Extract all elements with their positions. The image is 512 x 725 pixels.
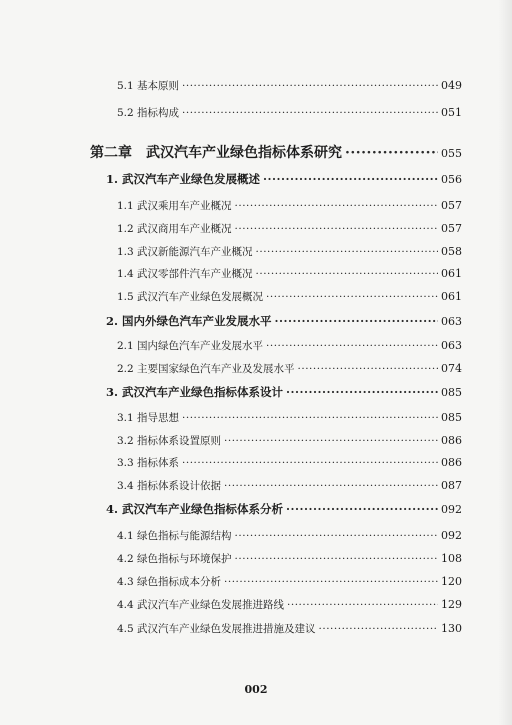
toc-leader-dots: [235, 531, 438, 542]
toc-chapter-entry: [90, 146, 462, 160]
toc-entry-title: 1.2 武汉商用车产业概况: [117, 223, 232, 235]
toc-entry-title: 5.2 指标构成: [117, 107, 180, 119]
toc-leader-dots: [224, 481, 438, 492]
toc-entry: [117, 576, 462, 588]
toc-entry-title: 4.1 绿色指标与能源结构: [117, 530, 232, 542]
toc-leader-dots: [287, 600, 438, 611]
toc-entry-page: 092: [441, 503, 462, 516]
toc-leader-dots: [275, 316, 438, 328]
toc-entry: [117, 268, 462, 280]
toc-entry-title: 3.3 指标体系: [117, 457, 180, 469]
toc-leader-dots: [235, 201, 438, 212]
toc-entry-title: 1.5 武汉汽车产业绿色发展概况: [117, 291, 264, 303]
toc-leader-dots: [235, 554, 438, 565]
toc-leader-dots: [256, 269, 438, 280]
toc-leader-dots: [345, 146, 438, 160]
toc-entry-page: 086: [441, 456, 462, 469]
toc-leader-dots: [319, 624, 438, 635]
toc-entry-title: 1.3 武汉新能源汽车产业概况: [117, 246, 253, 258]
toc-entry: [117, 480, 462, 492]
toc-entry-page: 130: [441, 622, 462, 635]
toc-entry-page: 074: [441, 362, 462, 375]
toc-leader-dots: [182, 81, 438, 92]
toc-entry-title: 4.2 绿色指标与环境保护: [117, 553, 232, 565]
toc-entry: [117, 599, 462, 611]
toc-entry: [117, 553, 462, 565]
toc-entry-page: 063: [441, 315, 462, 328]
toc-section-title: 2. 国内外绿色汽车产业发展水平: [106, 314, 272, 328]
toc-entry-title: 1.4 武汉零部件汽车产业概况: [117, 268, 253, 280]
toc-entry: [117, 340, 462, 352]
toc-entry: [117, 246, 462, 258]
toc-entry-title: 1.1 武汉乘用车产业概况: [117, 200, 232, 212]
toc-section-entry: [106, 504, 462, 516]
toc-entry-page: 085: [441, 411, 462, 424]
toc-entry: [117, 80, 462, 92]
toc-entry-title: 3.2 指标体系设置原则: [117, 435, 222, 447]
toc-entry: [117, 363, 462, 375]
toc-entry: [117, 530, 462, 542]
toc-section-entry: [106, 174, 462, 186]
toc-section-entry: [106, 316, 462, 328]
toc-entry-page: 086: [441, 434, 462, 447]
toc-entry-title: 2.1 国内绿色汽车产业发展水平: [117, 340, 264, 352]
toc-entry-title: 3.1 指导思想: [117, 412, 180, 424]
toc-entry-title: 5.1 基本原则: [117, 80, 180, 92]
toc-entry-page: 129: [441, 598, 462, 611]
toc-leader-dots: [224, 577, 438, 588]
toc-entry-title: 2.2 主要国家绿色汽车产业及发展水平: [117, 363, 295, 375]
toc-leader-dots: [266, 292, 438, 303]
toc-entry-page: 061: [441, 267, 462, 280]
toc-entry: [117, 457, 462, 469]
toc-entry-title: 4.3 绿色指标成本分析: [117, 576, 222, 588]
toc-entry-page: 056: [441, 173, 462, 186]
toc-section-title: 4. 武汉汽车产业绿色指标体系分析: [106, 502, 284, 516]
page-edge-shadow: [498, 0, 512, 725]
toc-entry: [117, 291, 462, 303]
toc-entry-page: 120: [441, 575, 462, 588]
toc-entry-page: 057: [441, 222, 462, 235]
toc-entry: [117, 107, 462, 119]
toc-section-title: 1. 武汉汽车产业绿色发展概述: [106, 172, 261, 186]
toc-entry: [117, 412, 462, 424]
toc-entry: [117, 223, 462, 235]
toc-entry-title: 3.4 指标体系设计依据: [117, 480, 222, 492]
toc-entry-page: 061: [441, 290, 462, 303]
toc-entry-page: 085: [441, 386, 462, 399]
toc-entry-page: 058: [441, 245, 462, 258]
toc-entry-page: 051: [441, 106, 462, 119]
toc-leader-dots: [286, 504, 438, 516]
toc-leader-dots: [263, 174, 438, 186]
toc-leader-dots: [266, 341, 438, 352]
toc-leader-dots: [235, 224, 438, 235]
toc-leader-dots: [224, 436, 438, 447]
toc-leader-dots: [182, 108, 438, 119]
toc-entry-page: 057: [441, 199, 462, 212]
toc-section-title: 3. 武汉汽车产业绿色指标体系设计: [106, 385, 284, 399]
toc-entry-page: 063: [441, 339, 462, 352]
toc-leader-dots: [256, 247, 438, 258]
toc-leader-dots: [298, 364, 438, 375]
page-number: 002: [244, 683, 268, 696]
toc-entry: [117, 200, 462, 212]
toc-entry-page: 092: [441, 529, 462, 542]
toc-leader-dots: [182, 458, 438, 469]
toc-entry-page: 055: [441, 147, 462, 160]
toc-entry: [117, 623, 462, 635]
toc-entry-page: 108: [441, 552, 462, 565]
toc-entry: [117, 435, 462, 447]
toc-entry-page: 087: [441, 479, 462, 492]
toc-section-entry: [106, 387, 462, 399]
toc-leader-dots: [286, 387, 438, 399]
toc-leader-dots: [182, 413, 438, 424]
toc-entry-page: 049: [441, 79, 462, 92]
toc-entry-title: 4.5 武汉汽车产业绿色发展推进措施及建议: [117, 623, 316, 635]
toc-chapter-title: 第二章 武汉汽车产业绿色指标体系研究: [90, 145, 342, 161]
toc-entry-title: 4.4 武汉汽车产业绿色发展推进路线: [117, 599, 285, 611]
